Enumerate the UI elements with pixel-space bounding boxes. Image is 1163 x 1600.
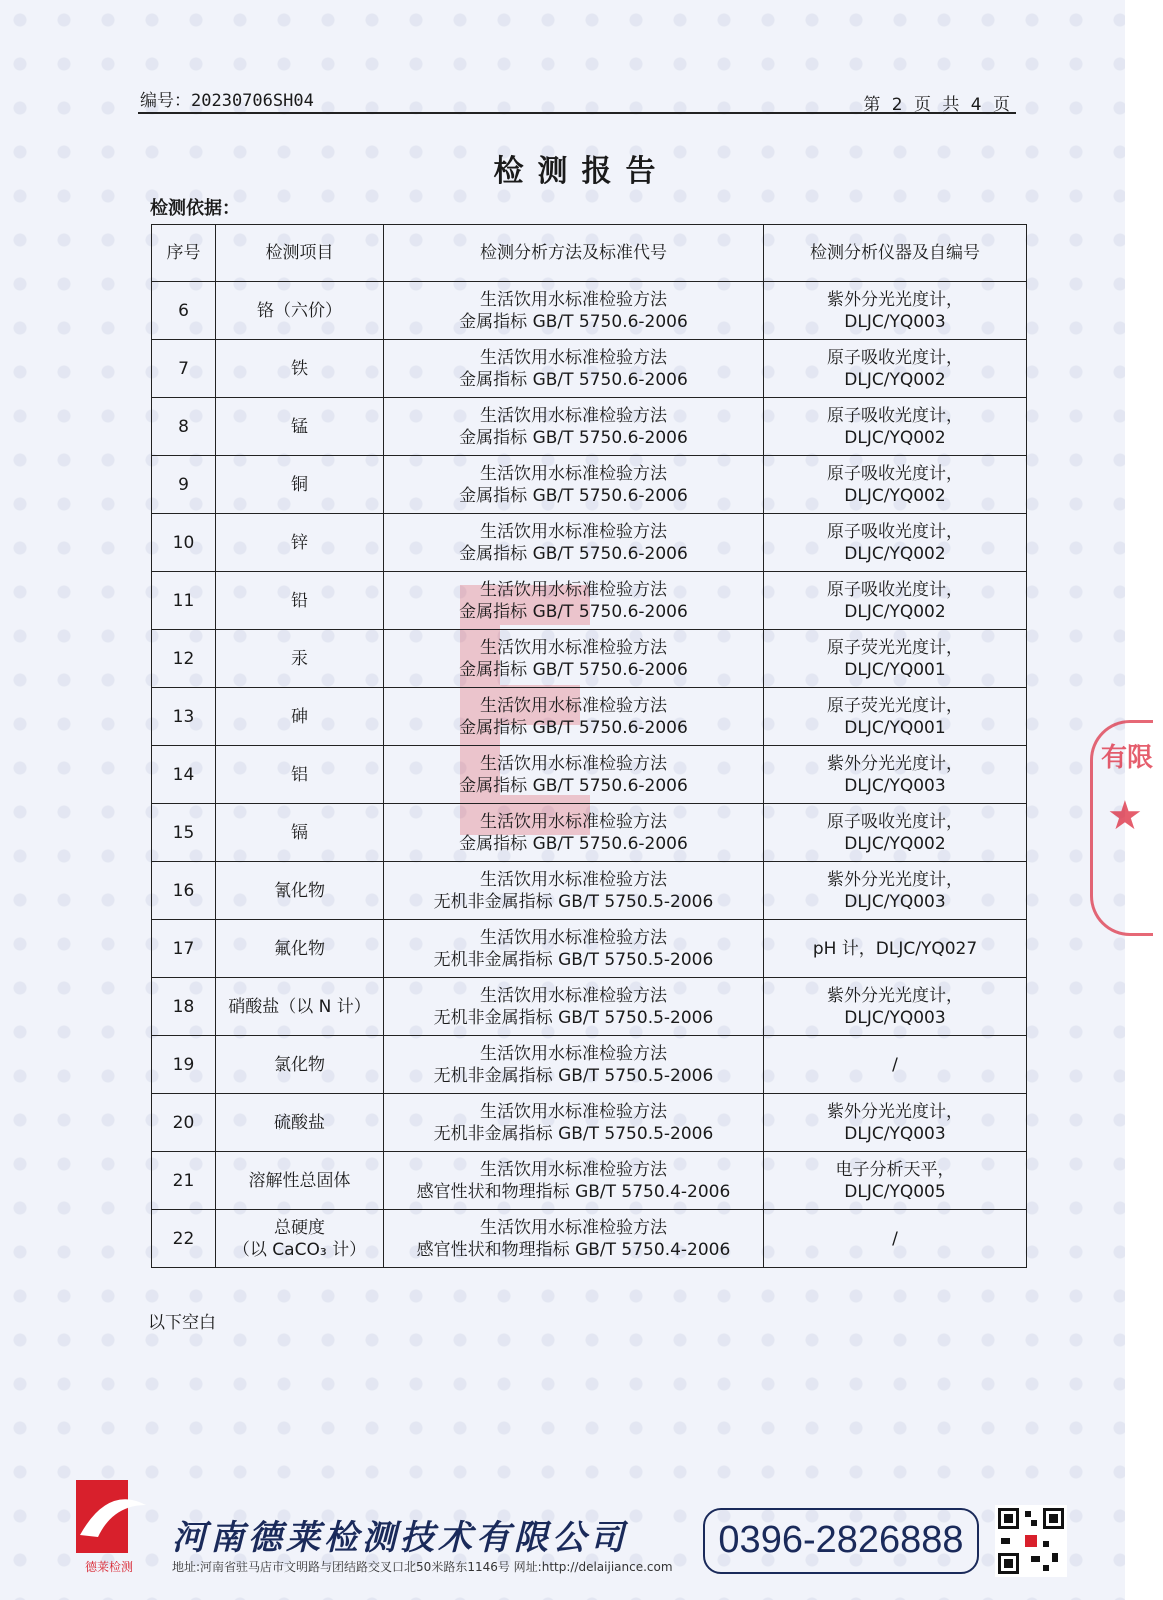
cell-instrument-line: 原子吸收光度计， (827, 405, 963, 426)
cell-no (152, 804, 216, 862)
cell-item (216, 1036, 384, 1094)
cell-instrument-line: DLJC/YQ003 (844, 1123, 946, 1144)
test-basis-table (151, 224, 1027, 1268)
cell-no (152, 862, 216, 920)
cell-item-line: 汞 (291, 648, 308, 669)
cell-method-line: 无机非金属指标 GB/T 5750.5-2006 (433, 891, 714, 912)
cell-method-line: 生活饮用水标准检验方法 (480, 695, 667, 716)
cell-method (384, 862, 764, 920)
cell-instrument-line: DLJC/YQ002 (844, 833, 946, 854)
logo-caption: 德莱检测 (84, 1560, 134, 1574)
cell-instrument-line: DLJC/YQ003 (844, 311, 946, 332)
table-row (152, 398, 1027, 456)
cell-no (152, 398, 216, 456)
cell-no-line: 7 (178, 358, 189, 379)
cell-no (152, 572, 216, 630)
cell-item-line: 铬（六价） (257, 300, 342, 321)
cell-method (384, 340, 764, 398)
cell-instrument (764, 688, 1027, 746)
header-rule (138, 112, 1016, 114)
cell-no (152, 1152, 216, 1210)
table-row (152, 340, 1027, 398)
cell-method (384, 688, 764, 746)
cell-instrument-line: DLJC/YQ002 (844, 427, 946, 448)
cell-method-line: 生活饮用水标准检验方法 (480, 753, 667, 774)
table-row (152, 1152, 1027, 1210)
cell-item (216, 862, 384, 920)
cell-method-line: 生活饮用水标准检验方法 (480, 637, 667, 658)
cell-item-line: 氯化物 (274, 1054, 325, 1075)
cell-item-line: 锌 (291, 532, 308, 553)
table-row (152, 804, 1027, 862)
cell-item (216, 398, 384, 456)
blank-below-note: 以下空白 (148, 1313, 216, 1333)
cell-method (384, 1152, 764, 1210)
cell-no (152, 688, 216, 746)
cell-no-line: 10 (172, 532, 195, 553)
cell-no-line: 16 (172, 880, 195, 901)
cell-instrument (764, 630, 1027, 688)
cell-item-line: 铝 (291, 764, 308, 785)
cell-method (384, 920, 764, 978)
company-address: 地址:河南省驻马店市文明路与团结路交叉口北50米路东1146号 网址:http://delaijiance.com (172, 1560, 673, 1574)
cell-item-line: 铜 (291, 474, 308, 495)
table-row (152, 630, 1027, 688)
qr-code-icon (995, 1505, 1067, 1577)
cell-instrument (764, 1094, 1027, 1152)
stamp-text: 有限 (1101, 743, 1154, 773)
cell-instrument-line: 紫外分光光度计， (827, 289, 963, 310)
cell-instrument-line: DLJC/YQ002 (844, 543, 946, 564)
cell-instrument-line: 紫外分光光度计， (827, 1101, 963, 1122)
cell-item (216, 920, 384, 978)
cell-no (152, 746, 216, 804)
table-row (152, 282, 1027, 340)
cell-instrument-line: 紫外分光光度计， (827, 985, 963, 1006)
cell-method-line: 感官性状和物理指标 GB/T 5750.4-2006 (416, 1239, 731, 1260)
table-row (152, 572, 1027, 630)
cell-item (216, 630, 384, 688)
cell-instrument (764, 804, 1027, 862)
cell-method (384, 1036, 764, 1094)
cell-item-line: 硝酸盐（以 N 计） (228, 996, 371, 1017)
cell-instrument-line: 原子吸收光度计， (827, 521, 963, 542)
cell-item (216, 1152, 384, 1210)
cell-method-line: 生活饮用水标准检验方法 (480, 347, 667, 368)
cell-no (152, 282, 216, 340)
cell-no (152, 978, 216, 1036)
cell-instrument-line: DLJC/YQ005 (844, 1181, 946, 1202)
company-name: 河南德莱检测技术有限公司 (172, 1518, 628, 1558)
cell-no-line: 22 (172, 1228, 195, 1249)
cell-no (152, 1094, 216, 1152)
company-logo-icon (68, 1475, 150, 1575)
column-header-no: 序号 (152, 225, 216, 282)
cell-no-line: 19 (172, 1054, 195, 1075)
table-header-row (152, 225, 1027, 282)
cell-instrument (764, 1152, 1027, 1210)
cell-instrument-line: DLJC/YQ002 (844, 485, 946, 506)
cell-method-line: 金属指标 GB/T 5750.6-2006 (459, 543, 688, 564)
cell-method-line: 无机非金属指标 GB/T 5750.5-2006 (433, 1007, 714, 1028)
cell-method-line: 生活饮用水标准检验方法 (480, 811, 667, 832)
cell-no-line: 12 (172, 648, 195, 669)
cell-item (216, 804, 384, 862)
cell-method (384, 1094, 764, 1152)
cell-instrument-line: DLJC/YQ001 (844, 717, 946, 738)
basis-label: 检测依据： (150, 198, 240, 219)
cell-instrument-line: 原子吸收光度计， (827, 347, 963, 368)
table-body (152, 282, 1027, 1268)
cell-method-line: 生活饮用水标准检验方法 (480, 1101, 667, 1122)
cell-no (152, 1210, 216, 1268)
cell-item-line: 硫酸盐 (274, 1112, 325, 1133)
cell-no (152, 514, 216, 572)
column-header-method: 检测分析方法及标准代号 (384, 225, 764, 282)
column-header-instrument: 检测分析仪器及自编号 (764, 225, 1027, 282)
cell-no-line: 15 (172, 822, 195, 843)
cell-method-line: 生活饮用水标准检验方法 (480, 289, 667, 310)
cell-item-line: 氟化物 (274, 938, 325, 959)
cell-instrument-line: 原子吸收光度计， (827, 579, 963, 600)
cell-method-line: 金属指标 GB/T 5750.6-2006 (459, 369, 688, 390)
cell-instrument-line: pH 计，DLJC/YQ027 (812, 938, 978, 959)
cell-instrument-line: 原子吸收光度计， (827, 811, 963, 832)
cell-method (384, 978, 764, 1036)
cell-method (384, 282, 764, 340)
cell-no (152, 340, 216, 398)
cell-instrument-line: 紫外分光光度计， (827, 753, 963, 774)
cell-instrument-line: DLJC/YQ003 (844, 775, 946, 796)
cell-instrument (764, 746, 1027, 804)
table-row (152, 862, 1027, 920)
cell-method-line: 无机非金属指标 GB/T 5750.5-2006 (433, 1123, 714, 1144)
cell-instrument-line: 原子荧光光度计， (827, 695, 963, 716)
cell-instrument (764, 572, 1027, 630)
cell-no-line: 21 (172, 1170, 195, 1191)
cell-instrument (764, 282, 1027, 340)
cell-method-line: 无机非金属指标 GB/T 5750.5-2006 (433, 1065, 714, 1086)
cell-instrument (764, 862, 1027, 920)
cell-instrument (764, 978, 1027, 1036)
cell-method-line: 生活饮用水标准检验方法 (480, 927, 667, 948)
cell-item-line: 总硬度 (274, 1217, 325, 1238)
cell-instrument (764, 456, 1027, 514)
cell-no (152, 630, 216, 688)
cell-method (384, 630, 764, 688)
cell-method (384, 514, 764, 572)
table-row (152, 746, 1027, 804)
table-row (152, 688, 1027, 746)
cell-method-line: 生活饮用水标准检验方法 (480, 985, 667, 1006)
cell-item (216, 1210, 384, 1268)
cell-no-line: 11 (172, 590, 195, 611)
cell-item (216, 340, 384, 398)
cell-no (152, 1036, 216, 1094)
red-seal-stamp (1090, 720, 1153, 936)
table-row (152, 456, 1027, 514)
cell-method-line: 金属指标 GB/T 5750.6-2006 (459, 601, 688, 622)
cell-method-line: 金属指标 GB/T 5750.6-2006 (459, 659, 688, 680)
cell-method-line: 金属指标 GB/T 5750.6-2006 (459, 775, 688, 796)
cell-method-line: 金属指标 GB/T 5750.6-2006 (459, 427, 688, 448)
cell-method (384, 398, 764, 456)
cell-no-line: 17 (172, 938, 195, 959)
cell-no-line: 6 (178, 300, 189, 321)
page-indicator: 第 2 页 共 4 页 (863, 95, 1013, 115)
cell-method-line: 感官性状和物理指标 GB/T 5750.4-2006 (416, 1181, 731, 1202)
stamp-star-icon: ★ (1107, 793, 1143, 839)
cell-item-line: 砷 (291, 706, 308, 727)
cell-method-line: 金属指标 GB/T 5750.6-2006 (459, 833, 688, 854)
cell-item (216, 514, 384, 572)
cell-instrument (764, 340, 1027, 398)
table-row (152, 1036, 1027, 1094)
table-row (152, 920, 1027, 978)
table-row (152, 1094, 1027, 1152)
cell-method-line: 生活饮用水标准检验方法 (480, 869, 667, 890)
cell-method-line: 生活饮用水标准检验方法 (480, 405, 667, 426)
cell-method (384, 456, 764, 514)
company-phone: 0396-2826888 (703, 1508, 979, 1574)
cell-method (384, 804, 764, 862)
cell-method-line: 无机非金属指标 GB/T 5750.5-2006 (433, 949, 714, 970)
cell-item-line: 铁 (291, 358, 308, 379)
cell-instrument-line: DLJC/YQ001 (844, 659, 946, 680)
cell-item (216, 978, 384, 1036)
cell-instrument-line: DLJC/YQ002 (844, 369, 946, 390)
cell-method-line: 生活饮用水标准检验方法 (480, 1159, 667, 1180)
cell-instrument-line: / (892, 1054, 898, 1075)
cell-method-line: 生活饮用水标准检验方法 (480, 463, 667, 484)
cell-method-line: 生活饮用水标准检验方法 (480, 1043, 667, 1064)
cell-no-line: 8 (178, 416, 189, 437)
cell-item (216, 282, 384, 340)
cell-method (384, 572, 764, 630)
cell-item (216, 746, 384, 804)
cell-no (152, 456, 216, 514)
cell-no-line: 13 (172, 706, 195, 727)
cell-method-line: 生活饮用水标准检验方法 (480, 521, 667, 542)
cell-no-line: 18 (172, 996, 195, 1017)
cell-instrument-line: / (892, 1228, 898, 1249)
cell-no-line: 14 (172, 764, 195, 785)
cell-item-line: （以 CaCO₃ 计） (232, 1239, 367, 1260)
cell-method-line: 金属指标 GB/T 5750.6-2006 (459, 485, 688, 506)
cell-item-line: 镉 (291, 822, 308, 843)
cell-item-line: 溶解性总固体 (248, 1170, 351, 1191)
cell-instrument-line: 原子荧光光度计， (827, 637, 963, 658)
table-row (152, 978, 1027, 1036)
cell-instrument (764, 398, 1027, 456)
cell-item (216, 1094, 384, 1152)
table-row (152, 1210, 1027, 1268)
cell-instrument (764, 514, 1027, 572)
cell-instrument-line: DLJC/YQ003 (844, 1007, 946, 1028)
report-title: 检测报告 (493, 154, 670, 189)
cell-item (216, 688, 384, 746)
cell-item-line: 锰 (291, 416, 308, 437)
cell-item (216, 572, 384, 630)
cell-method (384, 746, 764, 804)
cell-no (152, 920, 216, 978)
table-row (152, 514, 1027, 572)
cell-method-line: 生活饮用水标准检验方法 (480, 579, 667, 600)
cell-instrument (764, 920, 1027, 978)
cell-item-line: 铅 (291, 590, 308, 611)
cell-instrument-line: 原子吸收光度计， (827, 463, 963, 484)
cell-method-line: 生活饮用水标准检验方法 (480, 1217, 667, 1238)
cell-item (216, 456, 384, 514)
cell-item-line: 氰化物 (274, 880, 325, 901)
cell-instrument-line: 电子分析天平， (835, 1159, 955, 1180)
cell-method-line: 金属指标 GB/T 5750.6-2006 (459, 717, 688, 738)
cell-instrument (764, 1036, 1027, 1094)
cell-instrument-line: 紫外分光光度计， (827, 869, 963, 890)
cell-method (384, 1210, 764, 1268)
cell-method-line: 金属指标 GB/T 5750.6-2006 (459, 311, 688, 332)
cell-instrument (764, 1210, 1027, 1268)
document-number: 编号：20230706SH04 (140, 91, 314, 111)
cell-instrument-line: DLJC/YQ003 (844, 891, 946, 912)
cell-no-line: 9 (178, 474, 189, 495)
cell-instrument-line: DLJC/YQ002 (844, 601, 946, 622)
column-header-item: 检测项目 (216, 225, 384, 282)
cell-no-line: 20 (172, 1112, 195, 1133)
